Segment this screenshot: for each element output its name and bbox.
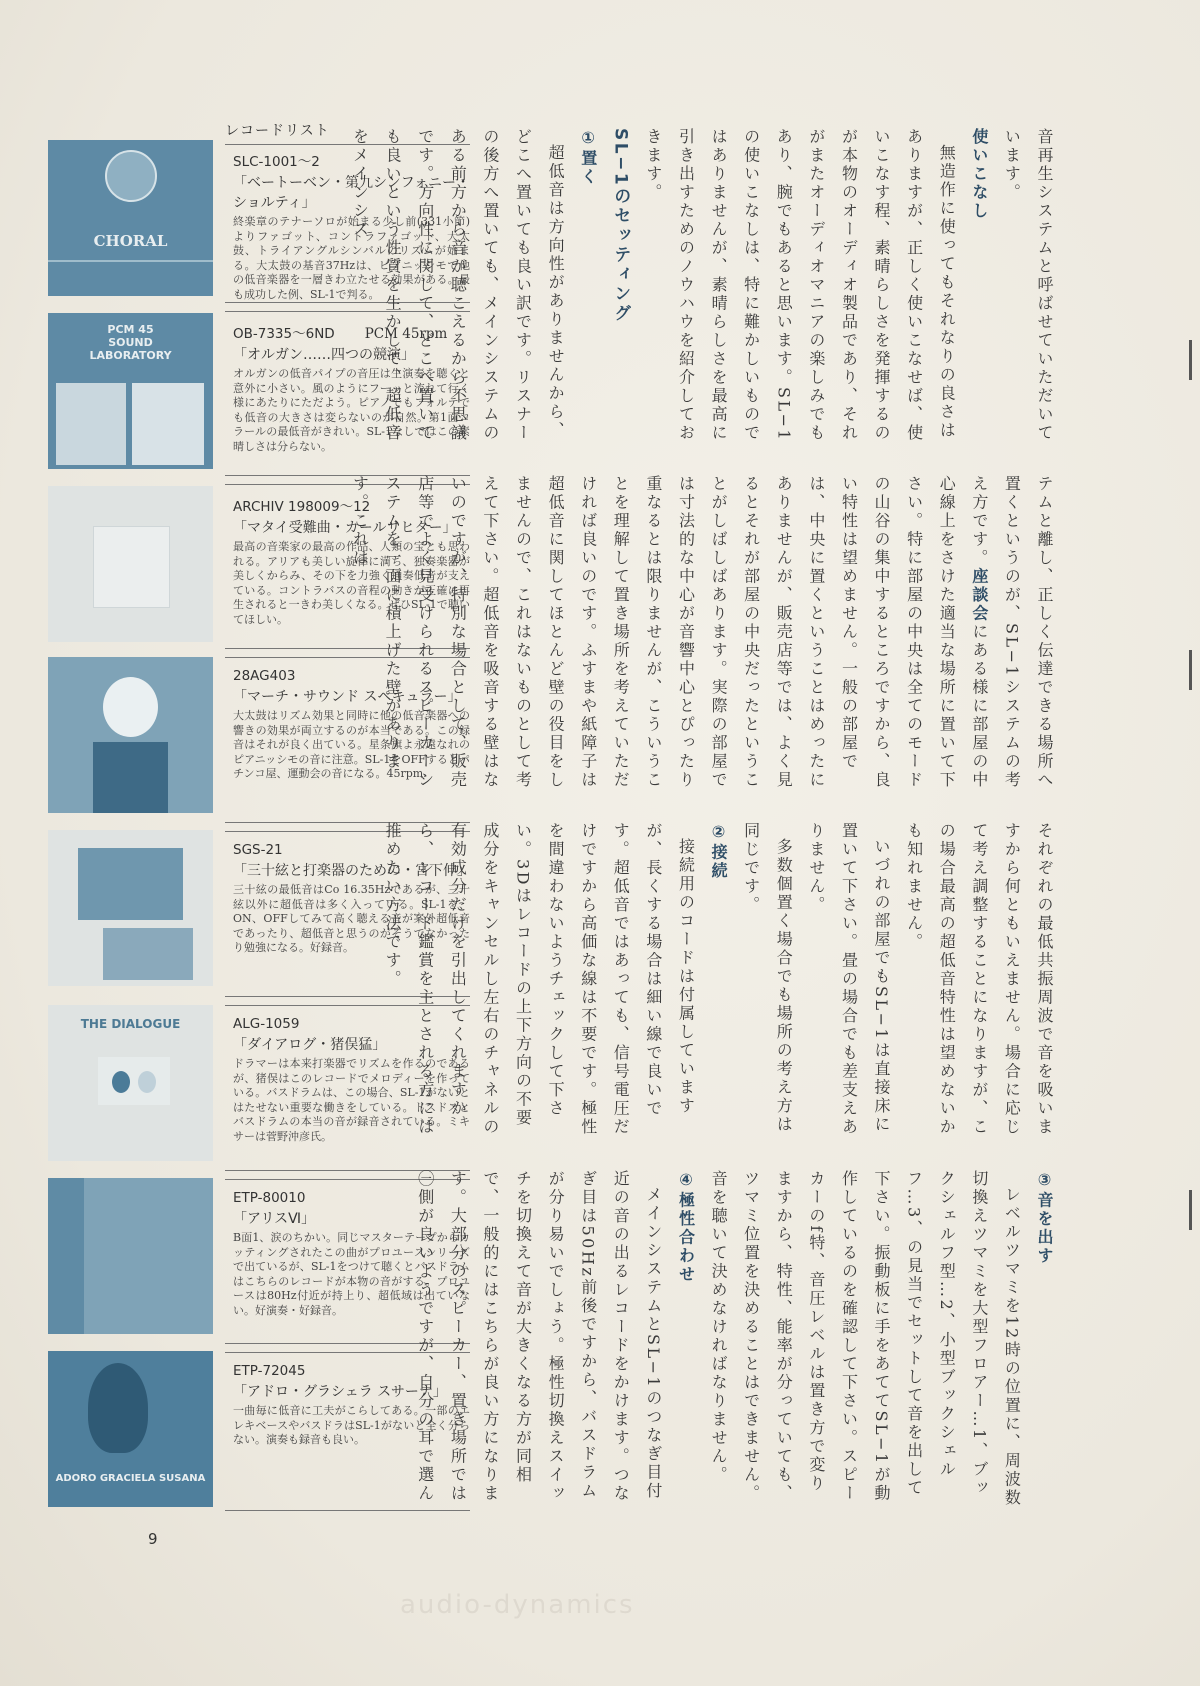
article-tier-lower [383,822,1060,1140]
middle-text-2: にある様に部屋の中心線上をさけた適当な場所に置いて下さい。特に部屋の中央は全てのモードの山谷の集中するところですから、良い特性は望めません。一般の部屋では、中央に置くということはめったにありませんが、販売店等では、よく見るとそれが部屋の中央だったということがしばしばあります。実際の部屋では寸法的な中心が音響中心とぴったり重なるとは限りませんが、こういうことを理解して置き場所を考えていただければ良いのです。ふすまや紙障子は超低音に関してほとんど壁の役目をしませんので、これはないものとして考えて下さい。超低音を吸音する壁はないのですが、特別な場合として、販売店等でよく見受けられるスピーカーシステムを一面に積上げた壁があります。これは [350,475,989,790]
singer-silhouette [88,1363,148,1453]
record-code: 28AG403 [233,668,296,684]
record-description: B面1、涙のちかい。同じマスターテープからカッティングされたこの曲がプロユースシリーズで出ているが、SL-1をつけて聴くとバスドラムはこちらのレコードが本物の音がする。プロユースは80Hz付近が持上り、超低域は出ていない。好演奏・好録音。 [233,1231,470,1317]
record-code-value: OB-7335～6ND [233,326,335,342]
album-cover-matthaus [48,486,213,642]
record-title: 「アリスⅥ」 [233,1211,316,1227]
cover-photo-bottom [103,928,193,980]
sound-paragraph: レベルツマミを12時の位置に、周波数切換えツマミを大型フロアー…1、ブックシェルフ型…2、小型ブックシェルフ…3、の見当でセットして音を出して下さい。振動板に手をあててSL−1が動作しているのを確認して下さい。スピーカーのf特、音圧レベルは置き方で変りますから、特性、能率が分っていても、ツマミ位置を決めることはできません。音を聴いて決めなければなりません。 [709,1170,1022,1508]
lower-paragraph-1: それぞれの最低共振周波で音を吸いますから何ともいえません。場合に応じて考え調整することになりますが、この場合最高の超低音特性は望めないかも知れません。 [904,822,1054,1137]
album-cover-text: ADORO GRACIELA SUSANA [55,1473,206,1484]
middle-text-1: テムと離し、正しく伝達できる場所へ置くというのが、SL−1システムの考え方です。 [969,475,1054,790]
lower-paragraph-3: 多数個置く場合でも場所の考え方は同じです。 [741,822,794,1134]
record-title: 「オルガン……四つの競演」 [233,347,415,363]
organ-image-left [56,383,126,465]
cover-sidebar [48,1178,84,1334]
record-title: 「マーチ・サウンド スペキュラー」 [233,689,462,705]
album-cover-text: PCM 45 SOUND LABORATORY [89,323,172,362]
subheading-place: ①置く [578,128,598,187]
record-description: オルガンの低音パイプの音圧は生演奏を聴くと意外に小さい。風のようにフーッと流れて行く様にあたりにただよう。ピアノでもフォルテでも低音の大きさは変らないのが自然。第1面コラールの最低音がきれい。SL-1なしではこの素晴しさは分らない。 [233,367,470,453]
heading-setting: SL−1のセッティング [610,128,631,324]
album-cover-adoro [48,1351,213,1507]
emphasis-roundtable: 座談会 [969,567,989,623]
record-code: ETP-72045 [233,1363,306,1379]
middle-paragraph [343,475,1060,793]
subheading-polarity: ④極性合わせ [676,1170,696,1284]
list-bottom-rule [225,1510,470,1511]
record-title: 「マタイ受難曲・カールリヒター」 [233,520,457,536]
record-description: 大太鼓はリズム効果と同時に他の低音楽器への響きの効果が両立するのが本当である。この録音はそれが良く出ている。星条旗よ永遠なれのピアニッシモの音に注意。SL-1をOFFするとパチンコ屋、運動会の音になる。45rpm. [233,709,470,780]
organ-image-right [132,383,204,465]
record-code: ARCHIV 198009～12 [233,499,371,515]
page-number: 9 [148,1530,158,1548]
album-cover-text: CHORAL [93,232,168,250]
binding-mark [1189,340,1192,380]
album-cover-dialogue [48,1005,213,1161]
subheading-sound: ③音を出す [1035,1170,1054,1266]
cover-photo-top [78,848,183,920]
album-cover-organ [48,313,213,469]
fingerprint-dark [112,1071,130,1093]
record-code: ETP-80010 [233,1190,306,1206]
record-title: 「ダイアログ・猪俣猛」 [233,1037,387,1053]
heading-usage: 使いこなし [969,128,989,221]
binding-mark [1189,1190,1192,1230]
polarity-paragraph: メインシステムとSL−1のつなぎ目付近の音の出るレコードをかけます。つなぎ目は50Hz前後ですから、バスドラムが分り易いでしょう。極性切換えスイッチを切換えて音が大きくなる方が同相で、一般的にはこちらが良い方になります。大部分のスピーカー、置き場所では㊀側が良いようですが、自分の耳で選ん [415,1170,663,1503]
record-description: 最高の音楽家の最高の作品、人類の宝とも思われる。アリアも美しい旋律に満ち、独奏楽器が美しくからみ、その下を力強く通奏低音が支えている。コントラバスの音程の動きが正確に再生されると一きわ美しくなる。ぜひSL-1で聴いてほしい。 [233,540,470,626]
record-title: 「ベートーベン・第九シンフォニー・ショルティ」 [233,175,470,211]
intro-paragraph: 音再生システムと呼ばせていただいています。 [1002,128,1054,443]
place-paragraph: 超低音は方向性がありませんから、どこへ置いても良い訳です。リスナーの後方へ置いても、メインシステムのある前方から音が聴こえるから不思議です。方向性に関して、どこへ置いても良いという性質を生かして、超低音をメインシス [350,128,566,443]
record-format: PCM 45rpm [364,326,448,342]
subheading-connect: ②接続 [709,822,729,881]
record-description: ドラマーは本来打楽器でリズムを作るのであるが、猪俣はこのレコードでメロディーを作っている。バスドラムは、この場合、SL-1がないとはたせない重要な働きをしている。ドスドスとバスドラムの本当の音が録音されている。ミキサーは菅野沖彦氏。 [233,1057,470,1143]
record-description: 終楽章のテナーソロが始まる少し前(331小節)よりファゴット、コントラファゴット、大太鼓、トライアングルシンバルのリズムが始まる。大太鼓の基音37Hzは、ピアニッシモで他の低音楽器を一層きわ立たせる効果がある。最も成功した例、SL-1で判る。 [233,215,470,301]
lower-paragraph-2: いづれの部屋でもSL−1は直接床に置いて下さい。畳の場合でも差支えありません。 [806,822,892,1137]
connect-paragraph: 接続用のコードは付属していますが、長くする場合は細い線で良いです。超低音ではあっても、信号電圧だけですから高価な線は不要です。極性を間違わないようチェックして下さい。3Dはレコードの上下方向の不要成分をキャンセルし左右のチャネルの有効成分だけを引出してくれますから、レコード鑑賞を主とされる方には推めたい方法です。 [383,822,696,1137]
article-tier-bottom [415,1170,1060,1510]
album-cover-march [48,657,213,813]
album-cover-choral [48,140,213,296]
album-cover-thirty-string [48,830,213,986]
album-cover-alice [48,1178,213,1334]
binding-mark [1189,650,1192,690]
usage-paragraph: 無造作に使ってもそれなりの良さはありますが、正しく使いこなせば、使いこなす程、素晴らしさを発揮するのが本物のオーディオ製品であり、それがまたオーディオマニアの楽しみでもあり、腕でもあると思います。SL−1の使いこなしは、特に難かしいものではありませんが、素晴らしさを最高に引き出すためのノウハウを紹介しておきます。 [643,128,957,443]
portrait-circle [105,150,157,202]
cover-inset [98,1057,170,1105]
record-title: 「三十絃と打楽器のための・宮下伸」 [233,863,471,879]
record-description: 一曲毎に低音に工夫がこらしてある。一部のエレキベースやバスドラはSL-1がないと全く分らない。演奏も録音も良い。 [233,1404,470,1446]
cover-inset [93,526,170,608]
record-description: 三十絃の最低音はCo 16.35Hzであるが、三十絃以外に超低音は多く入っている。SL-1を、ON、OFFしてみて高く聴える音が案外超低音であったり、超低音と思うのがそうでなかったり勉強になる。好録音。 [233,883,470,954]
album-cover-text: THE DIALOGUE [80,1017,181,1031]
record-code: ALG-1059 [233,1016,300,1032]
record-code: SGS-21 [233,842,283,858]
band-hat [103,677,158,737]
cloud-streak [48,260,213,262]
watermark: audio-dynamics [400,1590,635,1620]
record-code: SLC-1001～2 [233,154,320,170]
record-list-header: レコードリスト [225,120,470,145]
band-uniform [93,742,168,813]
fingerprint-light [138,1071,156,1093]
record-title: 「アドロ・グラシェラ スサーナ」 [233,1384,447,1400]
